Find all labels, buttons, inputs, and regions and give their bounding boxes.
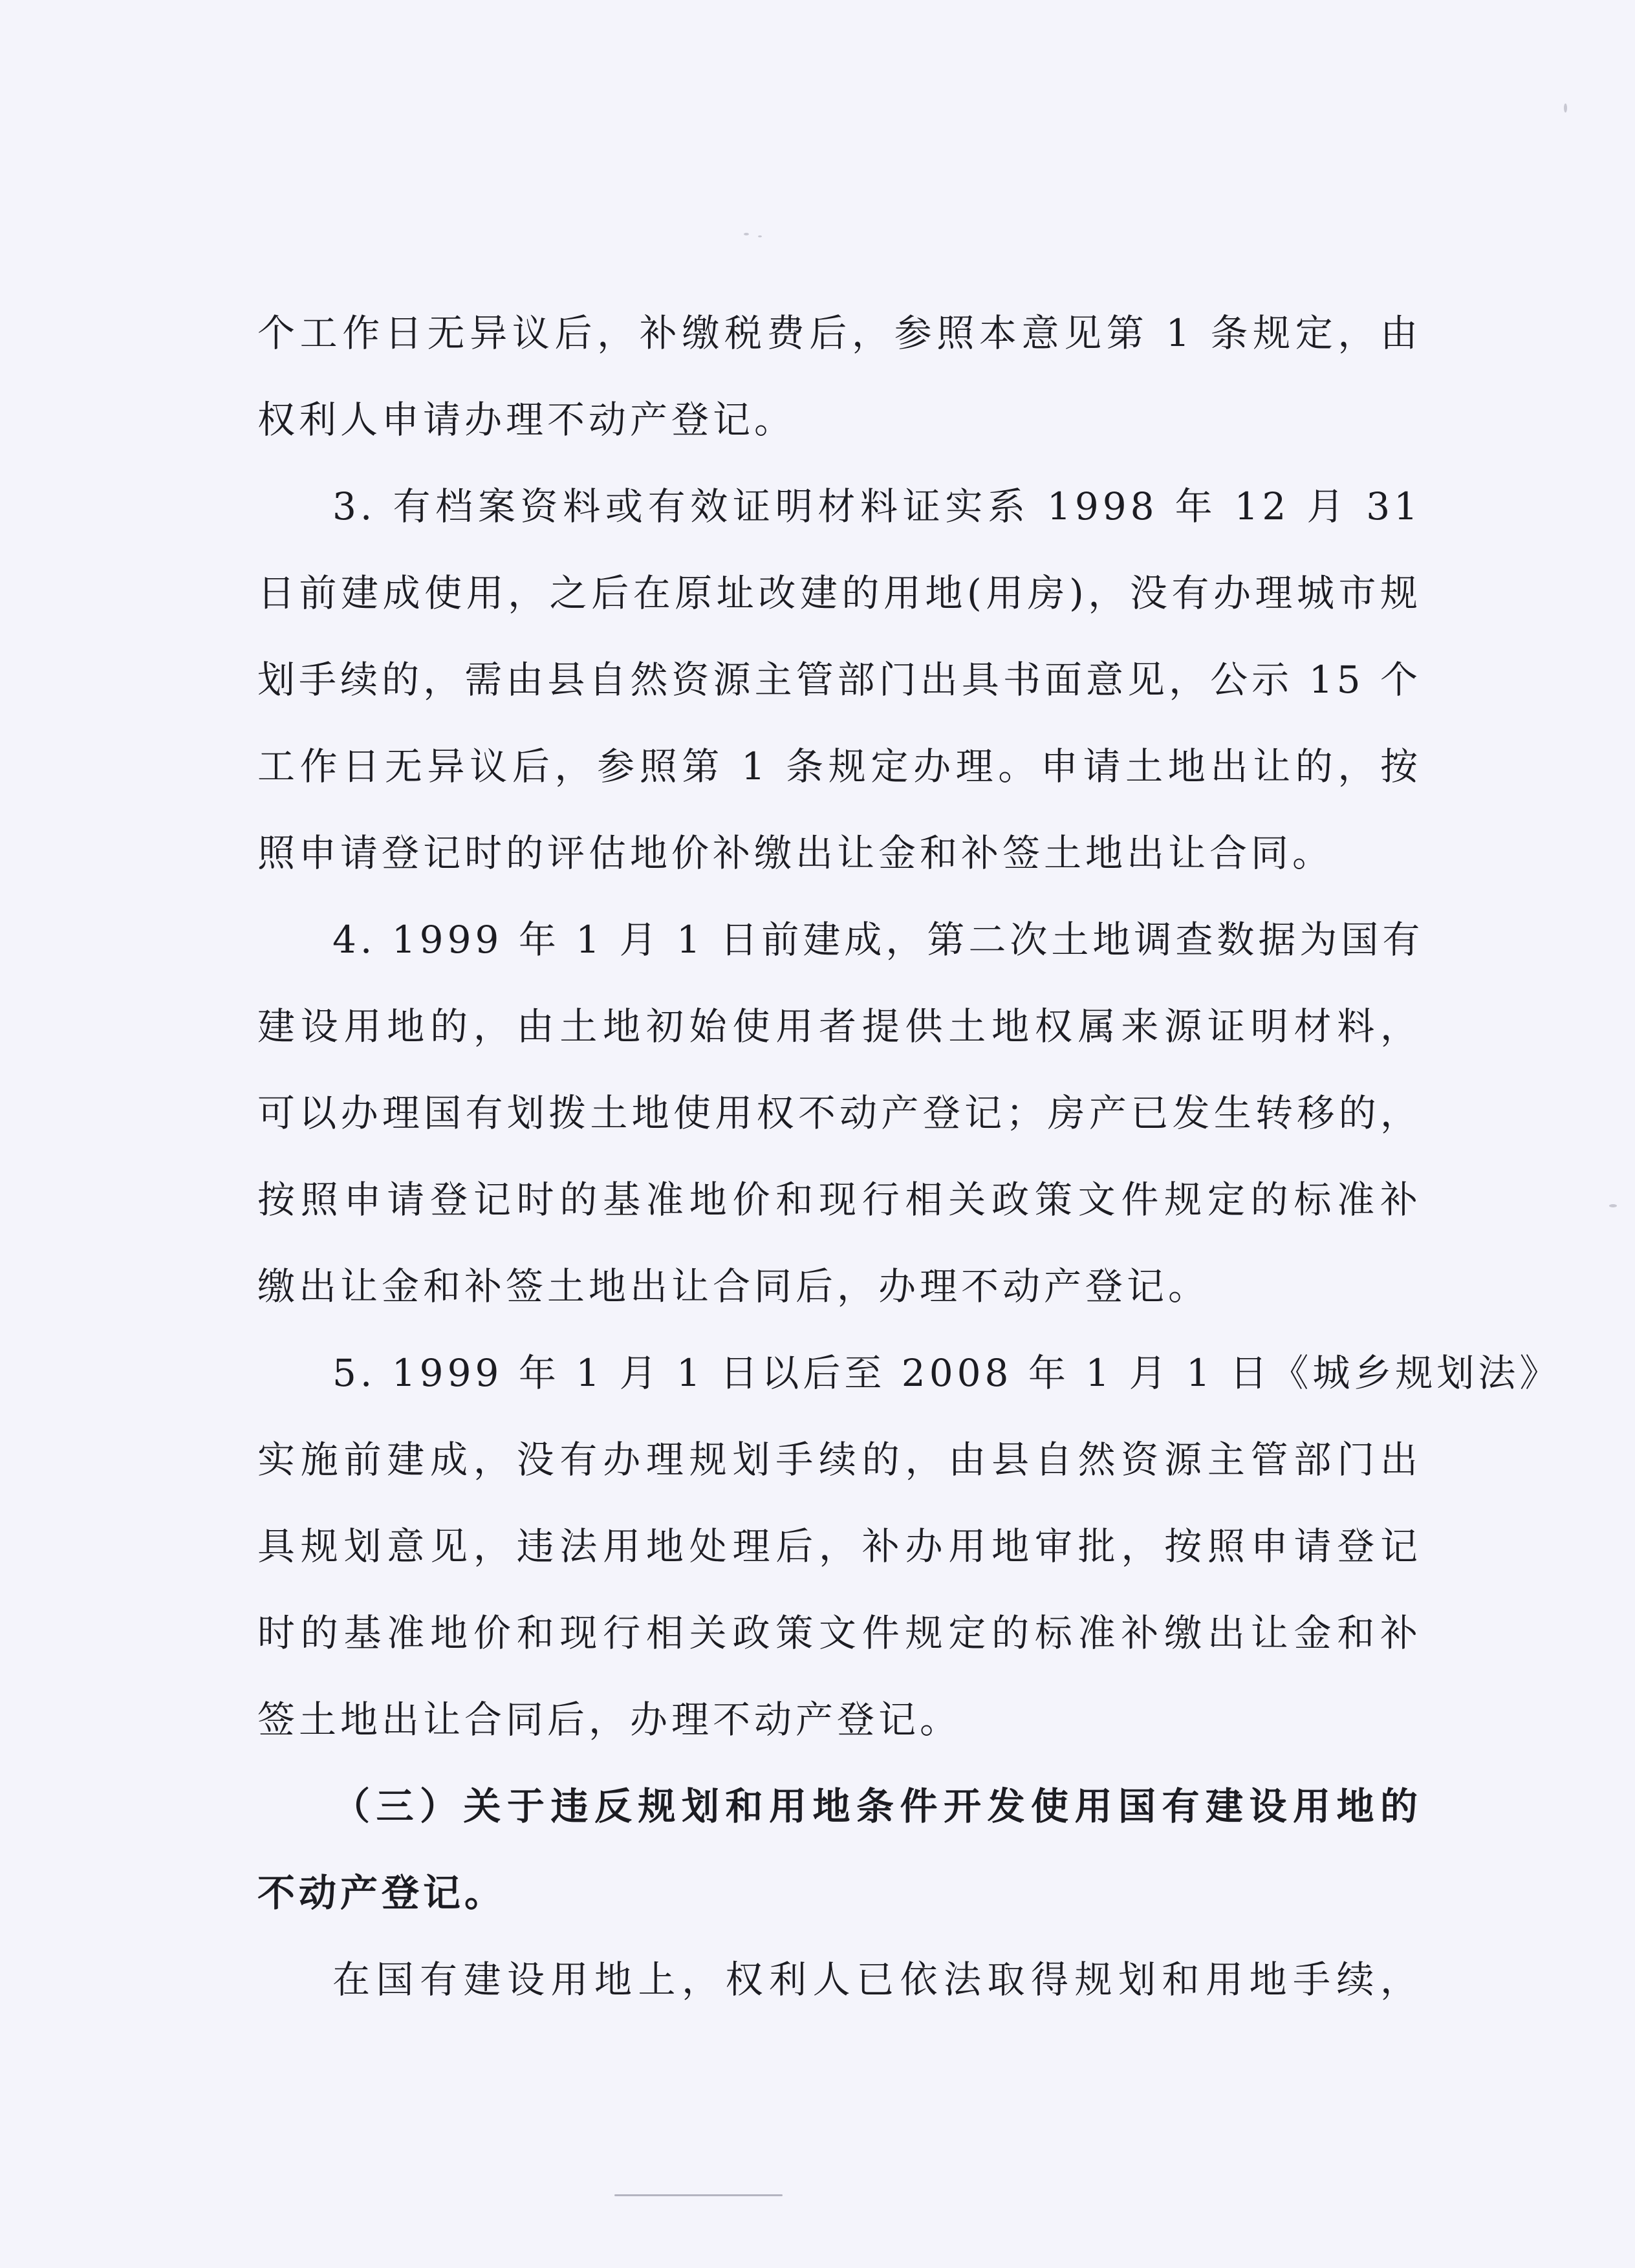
section-heading-continued: 不动产登记。 (257, 1871, 506, 1915)
paragraph-item-5: 5. 1999 年 1 月 1 日以后至 2008 年 1 月 1 日《城乡规划法》 (332, 1351, 1561, 1395)
scan-speck (758, 235, 762, 237)
text-line: 照申请登记时的评估地价补缴出让金和补签土地出让合同。 (257, 831, 1334, 875)
scan-speck (744, 233, 749, 235)
text-line: 签土地出让合同后，办理不动产登记。 (257, 1698, 962, 1742)
footer-rule (614, 2194, 783, 2196)
text-line: 缴出让金和补签土地出让合同后，办理不动产登记。 (257, 1264, 1210, 1308)
section-heading: （三）关于违反规划和用地条件开发使用国有建设用地的 (332, 1784, 1422, 1828)
text-line: 权利人申请办理不动产登记。 (257, 398, 796, 442)
text-line: 可以办理国有划拨土地使用权不动产登记；房产已发生转移的， (257, 1091, 1422, 1135)
paragraph-item-4: 4. 1999 年 1 月 1 日前建成，第二次土地调查数据为国有 (332, 918, 1424, 962)
scan-speck (1609, 1204, 1617, 1207)
text-line: 工作日无异议后，参照第 1 条规定办理。申请土地出让的，按 (257, 744, 1422, 788)
paragraph-item-3: 3. 有档案资料或有效证明材料证实系 1998 年 12 月 31 (332, 484, 1422, 528)
text-line: 建设用地的，由土地初始使用者提供土地权属来源证明材料， (257, 1004, 1422, 1048)
scan-speck (1564, 103, 1567, 113)
text-line: 在国有建设用地上，权利人已依法取得规划和用地手续， (332, 1958, 1422, 2002)
text-line: 具规划意见，违法用地处理后，补办用地审批，按照申请登记 (257, 1524, 1422, 1568)
text-line: 时的基准地价和现行相关政策文件规定的标准补缴出让金和补 (257, 1611, 1422, 1655)
text-line: 按照申请登记时的基准地价和现行相关政策文件规定的标准补 (257, 1178, 1422, 1222)
text-line: 划手续的，需由县自然资源主管部门出具书面意见，公示 15 个 (257, 658, 1422, 702)
text-line: 实施前建成，没有办理规划手续的，由县自然资源主管部门出 (257, 1438, 1422, 1482)
text-line: 日前建成使用，之后在原址改建的用地(用房)，没有办理城市规 (257, 571, 1422, 615)
text-line: 个工作日无异议后，补缴税费后，参照本意见第 1 条规定，由 (257, 311, 1422, 355)
document-body (257, 290, 1561, 2023)
